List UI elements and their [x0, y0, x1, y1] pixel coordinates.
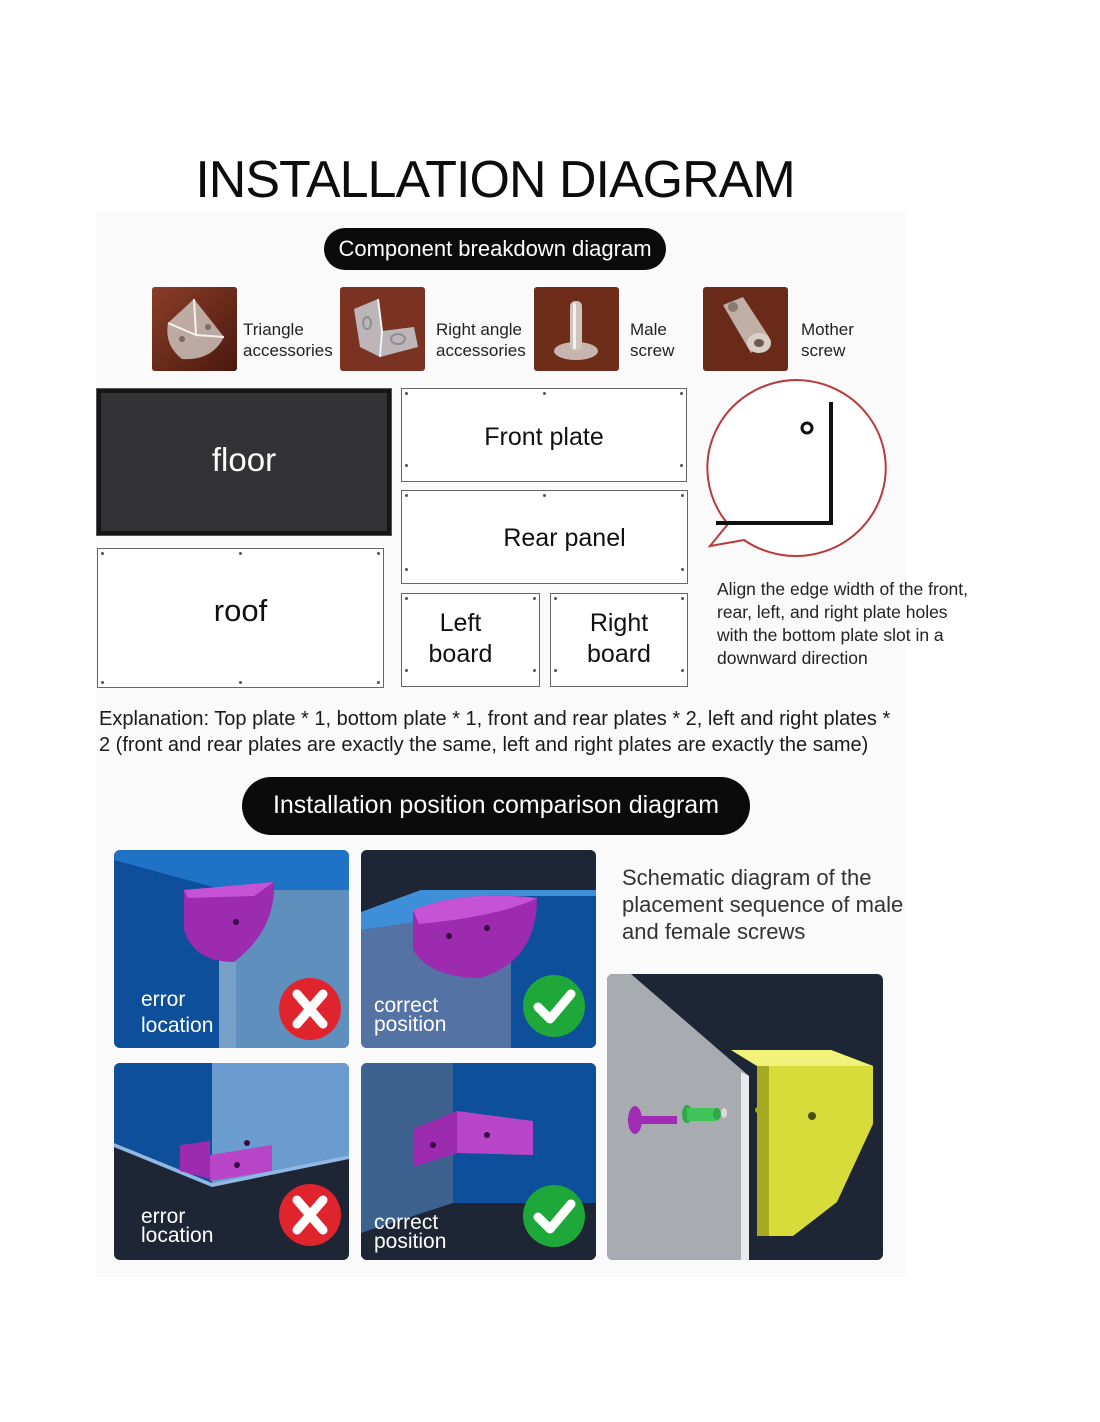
right-angle-accessory-label: Right angle accessories: [436, 320, 526, 360]
screw-placement-schematic: [607, 974, 883, 1260]
correct-position-tile-triangle: [361, 850, 596, 1048]
triangle-accessory-label: Triangle accessories: [243, 320, 333, 360]
mother-screw-icon: [703, 287, 788, 371]
right-angle-accessory-icon: [340, 287, 425, 371]
correct-position-tile-right-angle: [361, 1063, 596, 1260]
male-screw-label: Male screw: [630, 320, 675, 360]
male-screw-icon: [534, 287, 619, 371]
tile-1-label: error location: [141, 988, 214, 1037]
rear-panel-label: Rear panel: [503, 524, 626, 552]
explanation-text: Explanation: Top plate * 1, bottom plate * 1, front and rear plates * 2, left and right plates * 2 (front and rear plates are exactly the same, left and right plates are exactly the same): [99, 708, 891, 756]
mother-screw-label: Mother screw: [801, 320, 854, 360]
triangle-accessory-icon: [152, 287, 237, 371]
tile-2-label: correct position: [374, 994, 447, 1036]
page-title: INSTALLATION DIAGRAM: [195, 151, 795, 209]
front-plate-board: [401, 388, 687, 482]
roof-label: roof: [213, 593, 268, 628]
edge-alignment-callout: [700, 376, 890, 568]
check-icon: [522, 1184, 586, 1248]
component-breakdown-header: Component breakdown diagram: [324, 228, 666, 270]
roof-board: [97, 548, 384, 688]
rear-panel-board: [401, 490, 688, 584]
right-board: [550, 593, 688, 687]
tile-4-label: correct position: [374, 1211, 447, 1253]
front-plate-label: Front plate: [484, 423, 604, 451]
right-board-label: Right board: [587, 609, 651, 668]
tile-3-label: error location: [141, 1205, 214, 1247]
left-board-label: Left board: [428, 609, 493, 668]
x-icon: [278, 1183, 342, 1247]
installation-comparison-header: Installation position comparison diagram: [242, 777, 750, 835]
check-icon: [522, 974, 586, 1038]
x-icon: [278, 977, 342, 1041]
schematic-description: Schematic diagram of the placement sequence of male and female screws: [622, 865, 904, 944]
error-location-tile-triangle: [114, 850, 349, 1048]
alignment-note: Align the edge width of the front, rear, left, and right plate holes with the bottom plate slot in a downward direction: [717, 579, 968, 668]
floor-label: floor: [211, 441, 277, 478]
error-location-tile-right-angle: [114, 1063, 349, 1260]
floor-board: [97, 389, 391, 535]
left-board: [401, 593, 540, 687]
